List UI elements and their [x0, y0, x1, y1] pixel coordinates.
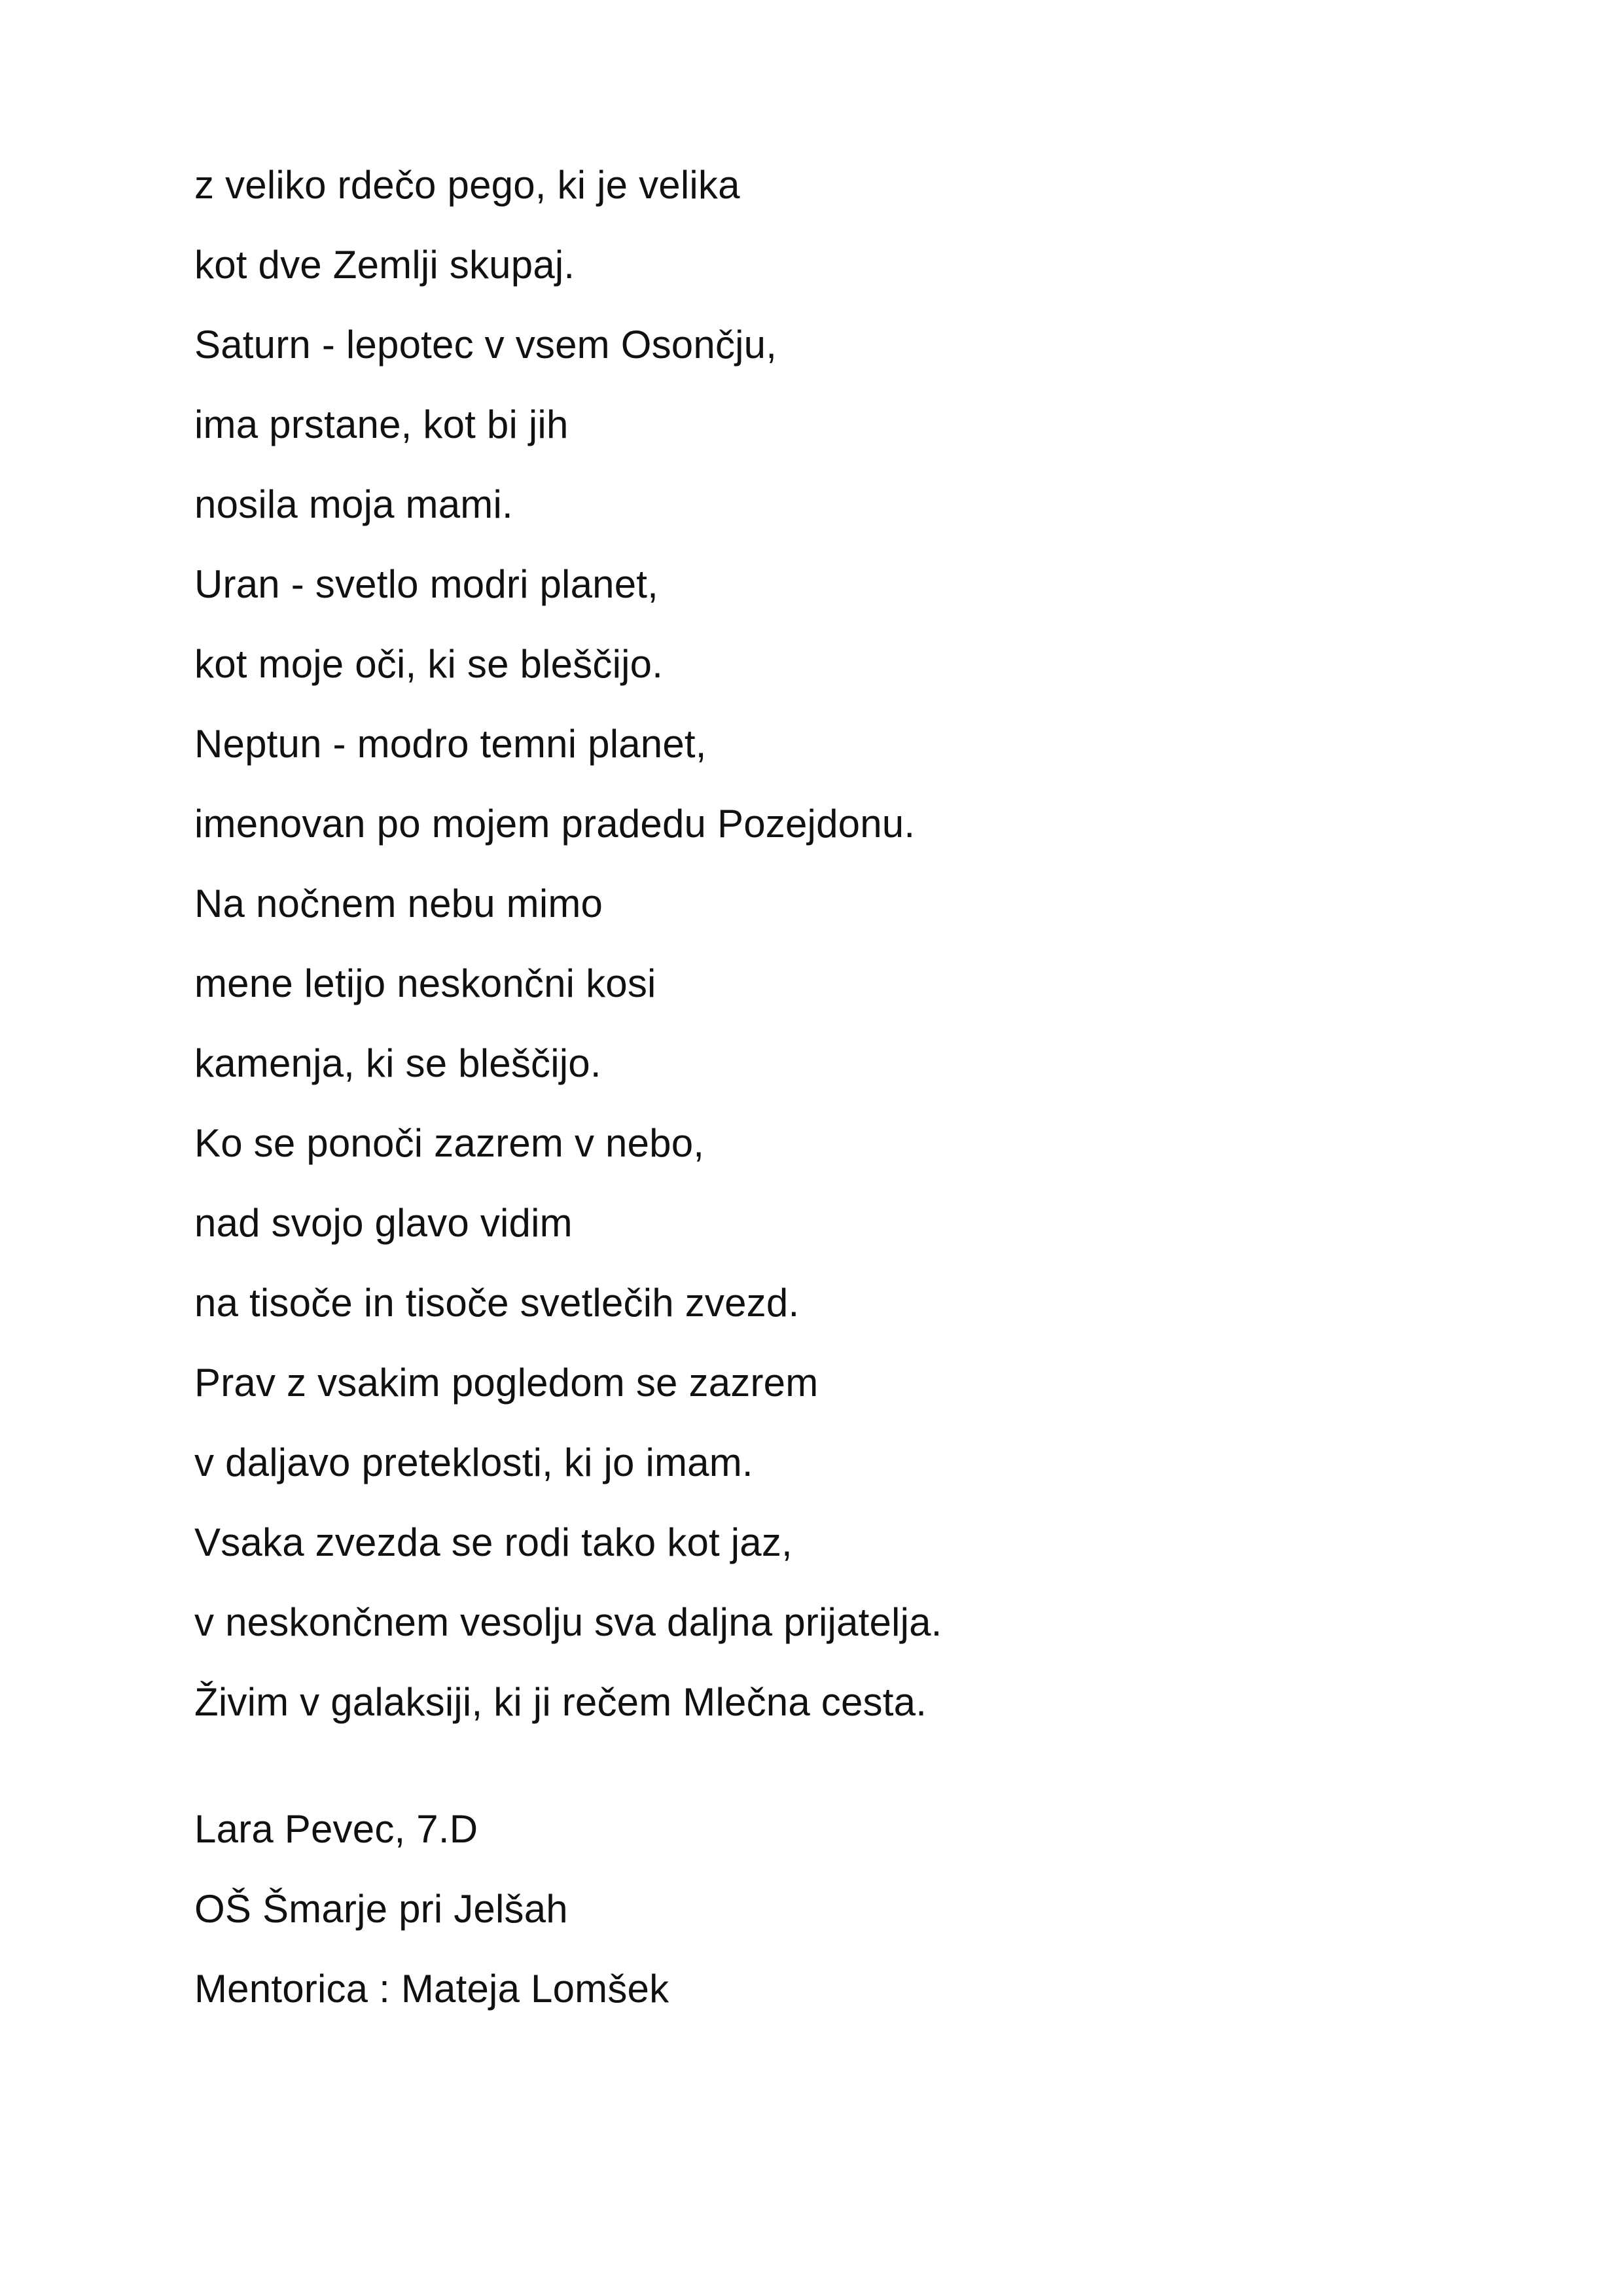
poem-line-5: nosila moja mami. [194, 482, 513, 526]
poem-line-12: kamenja, ki se bleščijo. [194, 1041, 601, 1085]
poem-line-13: Ko se ponoči zazrem v nebo, [194, 1121, 705, 1165]
school-name: OŠ Šmarje pri Jelšah [194, 1887, 568, 1931]
poem-line-6: Uran - svetlo modri planet, [194, 562, 659, 606]
poem-line-17: v daljavo preteklosti, ki jo imam. [194, 1441, 753, 1484]
poem-line-16: Prav z vsakim pogledom se zazrem [194, 1361, 819, 1405]
poem-line-19: v neskončnem vesolju sva daljna prijatelja. [194, 1600, 942, 1644]
poem-line-9: imenovan po mojem pradedu Pozejdonu. [194, 802, 916, 846]
poem-line-20: Živim v galaksiji, ki ji rečem Mlečna cesta. [194, 1680, 927, 1724]
poem-line-2: kot dve Zemlji skupaj. [194, 243, 575, 287]
poem-body [194, 145, 942, 1742]
poem-line-7: kot moje oči, ki se bleščijo. [194, 642, 664, 686]
author-name: Lara Pevec, 7.D [194, 1807, 478, 1851]
poem-line-14: nad svojo glavo vidim [194, 1201, 573, 1245]
mentor-name: Mentorica : Mateja Lomšek [194, 1967, 669, 2011]
signature-block [194, 1789, 669, 2029]
poem-line-11: mene letijo neskončni kosi [194, 961, 656, 1005]
poem-line-1: z veliko rdečo pego, ki je velika [194, 163, 740, 207]
poem-line-4: ima prstane, kot bi jih [194, 403, 569, 446]
poem-line-10: Na nočnem nebu mimo [194, 882, 603, 925]
poem-line-15: na tisoče in tisoče svetlečih zvezd. [194, 1281, 800, 1325]
poem-line-8: Neptun - modro temni planet, [194, 722, 707, 766]
poem-line-3: Saturn - lepotec v vsem Osončju, [194, 323, 777, 367]
poem-line-18: Vsaka zvezda se rodi tako kot jaz, [194, 1520, 793, 1564]
